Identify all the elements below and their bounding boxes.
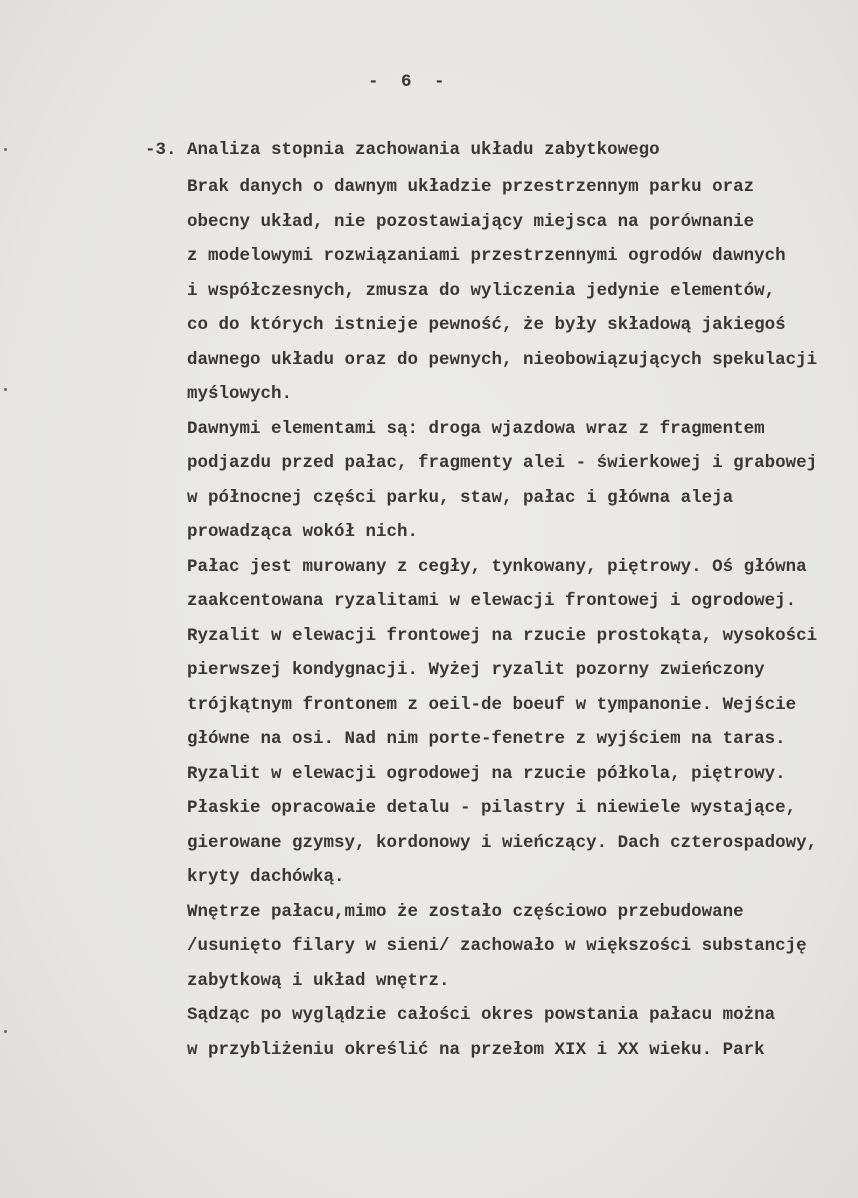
- paper-mark: [4, 1030, 7, 1033]
- paper-mark: [4, 148, 7, 151]
- text-line: gierowane gzymsy, kordonowy i wieńczący. Dach czterospadowy,: [187, 832, 818, 853]
- text-line: prowadząca wokół nich.: [187, 522, 419, 542]
- text-line: główne na osi. Nad nim porte-fenetre z wyjściem na taras.: [187, 729, 786, 749]
- text-line: zabytkową i układ wnętrz.: [187, 970, 450, 991]
- text-line: w przybliżeniu określić na przełom XIX i XX wieku. Park: [187, 1039, 765, 1060]
- text-line: trójkątnym frontonem z oeil-de boeuf w tympanonie. Wejście: [187, 694, 797, 715]
- text-line: Brak danych o dawnym układzie przestrzennym parku oraz: [187, 177, 755, 197]
- text-line: co do których istnieje pewność, że były składową jakiegoś: [187, 315, 786, 335]
- text-line: Ryzalit w elewacji ogrodowej na rzucie półkola, piętrowy.: [187, 763, 786, 784]
- text-line: dawnego układu oraz do pewnych, nieobowiązujących spekulacji: [187, 349, 818, 370]
- text-line: Dawnymi elementami są: droga wjazdowa wraz z fragmentem: [187, 418, 765, 439]
- text-line: Wnętrze pałacu,mimo że zostało częściowo przebudowane: [187, 901, 744, 922]
- text-line: i współczesnych, zmusza do wyliczenia jedynie elementów,: [187, 280, 776, 301]
- text-line: myślowych.: [187, 384, 293, 404]
- text-line: zaakcentowana ryzalitami w elewacji frontowej i ogrodowej.: [187, 591, 797, 611]
- text-line: Sądząc po wyglądzie całości okres powstania pałacu można: [187, 1005, 776, 1025]
- body-text: [187, 175, 817, 1072]
- text-line: obecny układ, nie pozostawiający miejsca na porównanie: [187, 211, 755, 232]
- text-line: pierwszej kondygnacji. Wyżej ryzalit pozorny zwieńczony: [187, 660, 765, 680]
- text-line: Płaskie opracowaie detalu - pilastry i niewiele wystające,: [187, 798, 797, 818]
- text-line: w północnej części parku, staw, pałac i główna aleja: [187, 487, 734, 508]
- text-line: podjazdu przed pałac, fragmenty alei - świerkowej i grabowej: [187, 453, 818, 473]
- paper-mark: [4, 388, 7, 391]
- text-line: Pałac jest murowany z cegły, tynkowany, piętrowy. Oś główna: [187, 556, 807, 577]
- text-line: Ryzalit w elewacji frontowej na rzucie prostokąta, wysokości: [187, 625, 818, 646]
- section-heading: -3. Analiza stopnia zachowania układu zabytkowego: [145, 140, 660, 160]
- text-line: z modelowymi rozwiązaniami przestrzennymi ogrodów dawnych: [187, 246, 786, 266]
- page-number: - 6 -: [368, 72, 451, 92]
- text-line: kryty dachówką.: [187, 867, 345, 887]
- text-line: /usunięto filary w sieni/ zachowało w większości substancję: [187, 936, 807, 956]
